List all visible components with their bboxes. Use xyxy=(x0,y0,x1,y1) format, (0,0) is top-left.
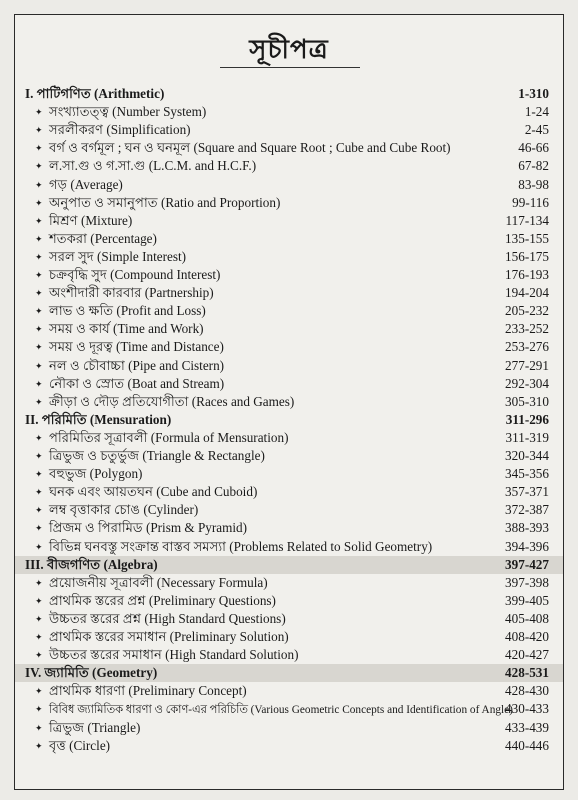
page-range: 305-310 xyxy=(505,393,549,409)
bullet-star-icon: ✦ xyxy=(35,306,43,317)
page-range: 176-193 xyxy=(505,267,549,282)
bullet-star-icon: ✦ xyxy=(35,632,43,642)
page-range: 372-387 xyxy=(505,502,549,518)
item-title xyxy=(35,592,276,610)
item-title xyxy=(35,121,191,139)
item-title xyxy=(35,103,206,121)
toc-item-row xyxy=(15,501,563,519)
bullet-star-icon: ✦ xyxy=(35,324,43,335)
page-range: 394-396 xyxy=(505,538,549,554)
toc-item-row xyxy=(15,266,563,284)
toc-item-row xyxy=(15,592,563,610)
entry-label-text: ক্রীড়া ও দৌড় প্রতিযোগীতা (Races and Games) xyxy=(49,393,295,409)
entry-label-text: বিভিন্ন ঘনবস্তু সংক্রান্ত বাস্তব সমস্যা (Problems Related to Solid Geometry) xyxy=(49,538,433,554)
entry-label-text: সংখ্যাতত্ত্ব (Number System) xyxy=(49,104,207,120)
toc-item-row xyxy=(15,157,563,175)
toc-item-row xyxy=(15,393,563,411)
page-range: 397-398 xyxy=(505,574,549,590)
entry-label-text: নৌকা ও স্রোত (Boat and Stream) xyxy=(49,375,225,391)
entry-label-text: সরলীকরণ (Simplification) xyxy=(49,122,191,138)
page-range: 408-420 xyxy=(505,629,549,644)
entry-label-text: I. পাটিগণিত (Arithmetic) xyxy=(25,86,165,101)
entry-label-text: ত্রিভুজ (Triangle) xyxy=(49,719,141,735)
toc-item-row xyxy=(15,538,563,556)
page-range: 388-393 xyxy=(505,520,549,536)
toc-item-row xyxy=(15,719,563,737)
item-title xyxy=(35,338,224,356)
bullet-star-icon: ✦ xyxy=(35,686,43,697)
page-range: 405-408 xyxy=(505,610,549,626)
entry-label-text: উচ্চতর স্তরের প্রশ্ন (High Standard Questions) xyxy=(49,610,286,626)
item-title xyxy=(35,610,286,628)
section-title xyxy=(25,556,158,574)
toc-page xyxy=(14,14,564,790)
bullet-star-icon: ✦ xyxy=(35,577,43,588)
item-title xyxy=(35,212,132,230)
toc-item-row xyxy=(15,574,563,592)
bullet-star-icon: ✦ xyxy=(35,233,43,244)
bullet-star-icon: ✦ xyxy=(35,197,43,208)
bullet-star-icon: ✦ xyxy=(35,143,43,154)
toc-item-row xyxy=(15,375,563,393)
page-range: 397-427 xyxy=(505,556,549,572)
entry-label-text: লাভ ও ক্ষতি (Profit and Loss) xyxy=(49,303,206,319)
toc-item-row xyxy=(15,737,563,755)
toc-item-row xyxy=(15,628,563,646)
page-range: 433-439 xyxy=(505,719,549,735)
toc-section-row xyxy=(15,411,563,429)
bullet-star-icon: ✦ xyxy=(35,107,43,118)
toc-item-row xyxy=(15,302,563,320)
entry-label-text: প্রাথমিক স্তরের প্রশ্ন (Preliminary Questions) xyxy=(49,592,276,608)
page-range: 253-276 xyxy=(505,339,549,355)
item-title xyxy=(35,230,157,248)
page-range: 135-155 xyxy=(505,230,549,246)
page-range: 292-304 xyxy=(505,375,549,391)
toc-item-row xyxy=(15,176,563,194)
toc-item-row xyxy=(15,230,563,248)
bullet-star-icon: ✦ xyxy=(35,270,43,280)
toc-item-row xyxy=(15,465,563,483)
bullet-star-icon: ✦ xyxy=(35,161,43,172)
item-title xyxy=(35,157,256,175)
entry-label-text: II. পরিমিতি (Mensuration) xyxy=(25,411,172,427)
toc-item-row xyxy=(15,103,563,121)
item-title xyxy=(35,429,288,447)
entry-label-text: সময় ও কার্য (Time and Work) xyxy=(49,321,204,337)
item-title xyxy=(35,646,298,664)
item-title xyxy=(35,682,247,700)
entry-label-text: সরল সুদ (Simple Interest) xyxy=(49,248,187,264)
entry-label-text: IV. জ্যামিতি (Geometry) xyxy=(25,665,158,681)
page-range: 277-291 xyxy=(505,357,549,373)
bullet-star-icon: ✦ xyxy=(35,378,43,389)
toc-item-row xyxy=(15,483,563,501)
bullet-star-icon: ✦ xyxy=(35,251,43,262)
bullet-star-icon: ✦ xyxy=(35,215,43,226)
toc-section-row xyxy=(15,85,563,103)
bullet-star-icon: ✦ xyxy=(35,487,43,498)
item-title xyxy=(35,574,268,592)
item-title xyxy=(35,266,220,284)
toc-item-row xyxy=(15,320,563,338)
bullet-star-icon: ✦ xyxy=(35,704,43,715)
toc-item-row xyxy=(15,429,563,447)
page-range: 440-446 xyxy=(505,737,549,753)
page-title: সূচীপত্র xyxy=(249,35,329,65)
section-title xyxy=(25,411,171,429)
entry-label-text: বহুভুজ (Polygon) xyxy=(49,466,143,482)
entry-label-text: পরিমিতির সূত্রাবলী (Formula of Mensuration) xyxy=(49,429,289,445)
bullet-star-icon: ✦ xyxy=(35,125,43,136)
item-title xyxy=(35,393,294,411)
toc-item-row xyxy=(15,610,563,628)
section-title xyxy=(25,85,164,103)
page-range: 420-427 xyxy=(505,647,549,663)
toc-item-row xyxy=(15,139,563,157)
bullet-star-icon: ✦ xyxy=(35,595,43,606)
entry-label-text: III. বীজগণিত (Algebra) xyxy=(25,556,158,572)
bullet-star-icon: ✦ xyxy=(35,288,43,299)
section-title xyxy=(25,664,157,682)
toc-item-row xyxy=(15,519,563,537)
page-range: 320-344 xyxy=(505,448,549,463)
page-range: 83-98 xyxy=(518,176,549,192)
item-title xyxy=(35,483,257,501)
bullet-star-icon: ✦ xyxy=(35,469,43,480)
toc-item-row xyxy=(15,248,563,266)
item-title xyxy=(35,538,432,556)
entry-label-text: প্রিজম ও পিরামিড (Prism & Pyramid) xyxy=(49,520,248,536)
bullet-star-icon: ✦ xyxy=(35,541,43,552)
item-title xyxy=(35,302,206,320)
title-underline xyxy=(220,67,360,68)
bullet-star-icon: ✦ xyxy=(35,360,43,371)
entry-label-text: সময় ও দূরত্ব (Time and Distance) xyxy=(49,339,224,355)
toc-item-row xyxy=(15,121,563,139)
page-range: 46-66 xyxy=(518,140,549,156)
bullet-star-icon: ✦ xyxy=(35,342,43,353)
bullet-star-icon: ✦ xyxy=(35,722,43,733)
page-range: 311-296 xyxy=(505,411,549,427)
entry-label-text: বর্গ ও বর্গমূল ; ঘন ও ঘনমূল (Square and Square Root ; Cube and Cube Root) xyxy=(49,140,451,156)
item-title xyxy=(35,465,142,483)
item-title xyxy=(35,737,110,755)
item-title xyxy=(35,519,247,537)
toc-section-row xyxy=(15,556,563,574)
page-range: 311-319 xyxy=(505,429,549,445)
toc-item-row xyxy=(15,338,563,356)
item-title xyxy=(35,176,123,194)
page-range: 205-232 xyxy=(505,303,549,319)
bullet-star-icon: ✦ xyxy=(35,650,43,661)
entry-label-text: ঘনক এবং আয়তঘন (Cube and Cuboid) xyxy=(49,484,258,500)
bullet-star-icon: ✦ xyxy=(35,523,43,534)
page-range: 428-531 xyxy=(505,665,549,681)
bullet-star-icon: ✦ xyxy=(35,505,43,516)
entry-label-text: উচ্চতর স্তরের সমাধান (High Standard Solution) xyxy=(49,647,299,663)
item-title xyxy=(35,194,280,212)
entry-label-text: প্রাথমিক স্তরের সমাধান (Preliminary Solution) xyxy=(49,629,289,644)
item-title xyxy=(35,628,289,646)
page-range: 428-430 xyxy=(505,683,549,699)
entry-label-text: বৃত্ত (Circle) xyxy=(49,737,111,753)
toc-item-row xyxy=(15,284,563,302)
entry-label-text: ল.সা.গু ও গ.সা.গু (L.C.M. and H.C.F.) xyxy=(49,158,257,174)
bullet-star-icon: ✦ xyxy=(35,179,43,190)
item-title xyxy=(35,248,186,266)
page-range: 1-310 xyxy=(518,86,549,101)
item-title xyxy=(35,719,140,737)
entry-label-text: অংশীদারী কারবার (Partnership) xyxy=(49,285,214,301)
entry-label-text: প্রয়োজনীয় সূত্রাবলী (Necessary Formula) xyxy=(49,574,268,590)
entry-label-text: লম্ব বৃত্তাকার চোঙ (Cylinder) xyxy=(49,502,199,518)
bullet-star-icon: ✦ xyxy=(35,396,43,407)
page-range: 399-405 xyxy=(505,592,549,608)
page-range: 117-134 xyxy=(505,212,549,228)
item-title xyxy=(35,139,451,157)
entry-label-text: নল ও চৌবাচ্চা (Pipe and Cistern) xyxy=(49,357,225,373)
item-title xyxy=(35,501,198,519)
page-range: 1-24 xyxy=(524,104,549,120)
page-range: 67-82 xyxy=(518,158,549,174)
toc-item-row xyxy=(15,194,563,212)
bullet-star-icon: ✦ xyxy=(35,613,43,624)
bullet-star-icon: ✦ xyxy=(35,451,43,461)
page-range: 345-356 xyxy=(505,466,549,482)
entry-label-text: প্রাথমিক ধারণা (Preliminary Concept) xyxy=(49,683,247,699)
item-title xyxy=(35,375,224,393)
page-range: 357-371 xyxy=(505,484,549,500)
entry-label-text: অনুপাত ও সমানুপাত (Ratio and Proportion) xyxy=(49,194,281,210)
toc-item-row xyxy=(15,700,563,718)
item-title xyxy=(35,284,214,302)
entry-label-text: শতকরা (Percentage) xyxy=(49,230,157,246)
page-range: 430-433 xyxy=(505,701,549,717)
toc-item-row xyxy=(15,447,563,465)
page-range: 99-116 xyxy=(512,194,549,210)
page-range: 233-252 xyxy=(505,321,549,337)
bullet-star-icon: ✦ xyxy=(35,740,43,751)
entry-label-text: বিবিধ জ্যামিতিক ধারণা ও কোণ-এর পরিচিতি (Various Geometric Concepts and Identification of Angle) xyxy=(49,704,513,717)
page-range: 2-45 xyxy=(524,122,549,138)
bullet-star-icon: ✦ xyxy=(35,432,43,443)
item-title xyxy=(35,447,265,465)
toc-item-row xyxy=(15,682,563,700)
item-title xyxy=(35,320,204,338)
entry-label-text: মিশ্রণ (Mixture) xyxy=(49,212,133,228)
entry-label-text: গড় (Average) xyxy=(49,176,123,192)
entry-label-text: ত্রিভুজ ও চতুর্ভুজ (Triangle & Rectangle) xyxy=(49,448,265,463)
toc-section-row xyxy=(15,664,563,682)
item-title xyxy=(35,357,224,375)
page-range: 156-175 xyxy=(505,248,549,264)
toc-item-row xyxy=(15,357,563,375)
page-range: 194-204 xyxy=(505,285,549,301)
item-title xyxy=(35,700,513,719)
toc-item-row xyxy=(15,646,563,664)
toc-item-row xyxy=(15,212,563,230)
entry-label-text: চক্রবৃদ্ধি সুদ (Compound Interest) xyxy=(49,267,221,282)
